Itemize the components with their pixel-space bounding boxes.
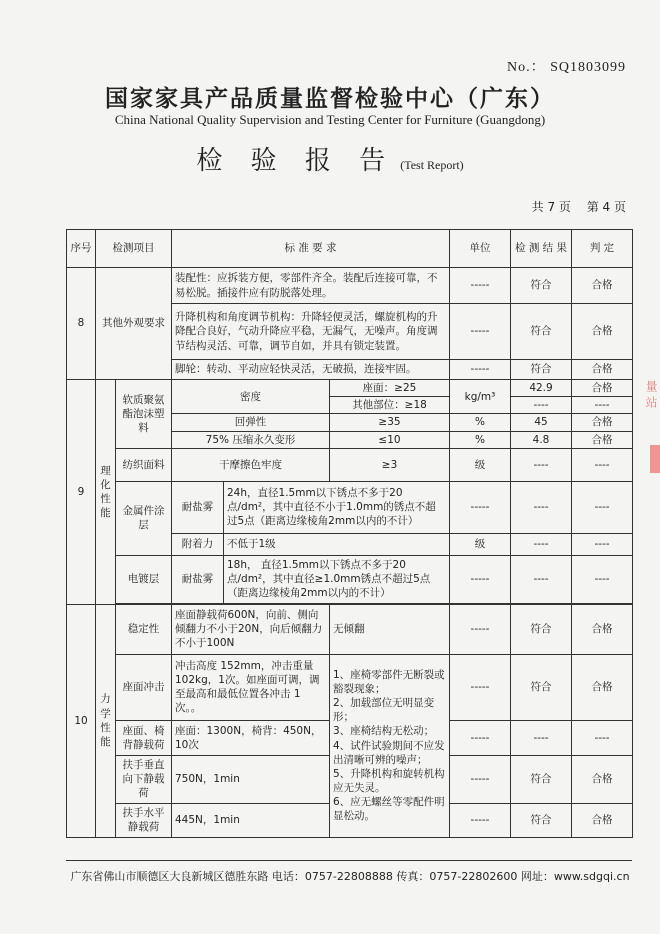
table-row bbox=[67, 268, 633, 304]
plating-result: ---- bbox=[511, 555, 572, 603]
resilience-unit: % bbox=[450, 414, 511, 431]
unit-assembly: ----- bbox=[450, 268, 511, 304]
impact-unit: ----- bbox=[450, 654, 511, 720]
item-other-appearance: 其他外观要求 bbox=[96, 268, 172, 380]
density-other-judge: ---- bbox=[572, 397, 633, 414]
compression-unit: % bbox=[450, 431, 511, 448]
static-load-label: 座面、椅背静载荷 bbox=[116, 720, 172, 755]
adhesion-result: ---- bbox=[511, 533, 572, 555]
stamp-mark bbox=[650, 445, 660, 473]
metal-salt-spray-result: ---- bbox=[511, 481, 572, 533]
foam-label: 软质聚氨酯泡沫塑料 bbox=[116, 380, 172, 449]
judge-lift: 合格 bbox=[572, 304, 633, 360]
density-other-result: ---- bbox=[511, 397, 572, 414]
arm-vertical-req: 750N，1min bbox=[172, 755, 330, 803]
table-row bbox=[67, 555, 633, 603]
req-lift-mechanism: 升降机构和角度调节机构：升降轻便灵活，螺旋机构的升降配合良好，气动升降应平稳，无漏气，无噪声。角度调节结构灵活、可靠，调节自如，并具有锁定装置。 bbox=[172, 304, 450, 360]
rubbing-result: ---- bbox=[511, 448, 572, 481]
report-title bbox=[0, 140, 660, 177]
metal-salt-spray-unit: ----- bbox=[450, 481, 511, 533]
judge-assembly: 合格 bbox=[572, 268, 633, 304]
textile-label: 纺织面料 bbox=[116, 448, 172, 481]
impact-judge: 合格 bbox=[572, 654, 633, 720]
item-physchem: 理化性能 bbox=[96, 380, 116, 605]
plating-unit: ----- bbox=[450, 555, 511, 603]
mechanical-criteria: 1、座椅零部件无断裂或豁裂现象； 2、加载部位无明显变形； 3、座椅结构无松动； 4、试件试验期间不应发出清晰可辨的噪声； 5、升降机构和旋转机构应无失灵。 6、应无螺丝等零配件明显松动。 bbox=[330, 654, 450, 837]
result-casters: 符合 bbox=[511, 360, 572, 380]
adhesion-req: 不低于1级 bbox=[224, 533, 450, 555]
plating-label: 电镀层 bbox=[116, 555, 172, 603]
item-mechanical: 力学性能 bbox=[96, 604, 116, 837]
stability-label: 稳定性 bbox=[116, 604, 172, 654]
footer-contact: 广东省佛山市顺德区大良新城区德胜东路 电话：0757-22808888 传真：0757-22802600 网址：www.sdgqi.cn bbox=[70, 870, 630, 883]
compression-req: ≤10 bbox=[330, 431, 450, 448]
stability-result: 符合 bbox=[511, 604, 572, 654]
compression-result: 4.8 bbox=[511, 431, 572, 448]
impact-result: 符合 bbox=[511, 654, 572, 720]
table-row bbox=[67, 448, 633, 481]
test-results-table bbox=[66, 229, 633, 838]
arm-horizontal-unit: ----- bbox=[450, 803, 511, 837]
page-info bbox=[520, 198, 626, 215]
density-seat-judge: 合格 bbox=[572, 380, 633, 397]
header-result: 检 测 结 果 bbox=[511, 230, 572, 268]
arm-horizontal-req: 445N，1min bbox=[172, 803, 330, 837]
stability-unit: ----- bbox=[450, 604, 511, 654]
table-row bbox=[67, 481, 633, 533]
table-row bbox=[67, 654, 633, 720]
header-seq: 序号 bbox=[67, 230, 96, 268]
rubbing-unit: 级 bbox=[450, 448, 511, 481]
total-pages: 共 7 页 bbox=[531, 200, 571, 214]
arm-vertical-judge: 合格 bbox=[572, 755, 633, 803]
adhesion-label: 附着力 bbox=[172, 533, 224, 555]
header-item: 检测项目 bbox=[96, 230, 172, 268]
metal-salt-spray-label: 耐盐雾 bbox=[172, 481, 224, 533]
arm-vertical-label: 扶手垂直向下静载荷 bbox=[116, 755, 172, 803]
report-title-chinese: 检 验 报 告 bbox=[196, 146, 396, 176]
plating-salt-spray-label: 耐盐雾 bbox=[172, 555, 224, 603]
resilience-label: 回弹性 bbox=[172, 414, 330, 431]
arm-vertical-unit: ----- bbox=[450, 755, 511, 803]
compression-label: 75% 压缩永久变形 bbox=[172, 431, 330, 448]
center-title-chinese: 国家家具产品质量监督检验中心（广东） bbox=[105, 86, 555, 112]
arm-horizontal-result: 符合 bbox=[511, 803, 572, 837]
resilience-req: ≥35 bbox=[330, 414, 450, 431]
static-load-unit: ----- bbox=[450, 720, 511, 755]
arm-vertical-result: 符合 bbox=[511, 755, 572, 803]
density-label: 密度 bbox=[172, 380, 330, 414]
plating-salt-spray-req: 18h， 直径1.5mm以下锈点不多于20点/dm²，其中直径≥1.0mm锈点不超过5点（距离边缘棱角2mm以内的不计） bbox=[224, 555, 450, 603]
seq-9: 9 bbox=[67, 380, 96, 605]
stability-criterion: 无倾翻 bbox=[330, 604, 450, 654]
density-seat-result: 42.9 bbox=[511, 380, 572, 397]
density-other-req: 其他部位：≥18 bbox=[330, 397, 450, 414]
seq-10: 10 bbox=[67, 604, 96, 837]
density-seat-req: 座面：≥25 bbox=[330, 380, 450, 397]
header-unit: 单位 bbox=[450, 230, 511, 268]
static-load-req: 座面：1300N，椅背：450N，10次 bbox=[172, 720, 330, 755]
footer-divider bbox=[66, 860, 632, 861]
table-header-row bbox=[67, 230, 633, 268]
arm-horizontal-judge: 合格 bbox=[572, 803, 633, 837]
center-title-english: China National Quality Supervision and Testing Center for Furniture (Guangdong) bbox=[114, 112, 546, 127]
result-assembly: 符合 bbox=[511, 268, 572, 304]
current-page: 第 4 页 bbox=[586, 200, 626, 214]
header-judgement: 判 定 bbox=[572, 230, 633, 268]
resilience-result: 45 bbox=[511, 414, 572, 431]
table-row bbox=[67, 380, 633, 397]
report-title-english: (Test Report) bbox=[400, 158, 464, 172]
density-unit: kg/m³ bbox=[450, 380, 511, 414]
rubbing-req: ≥3 bbox=[330, 448, 450, 481]
static-load-result: ---- bbox=[511, 720, 572, 755]
rubbing-label: 干摩擦色牢度 bbox=[172, 448, 330, 481]
impact-req: 冲击高度 152mm，冲击重量102kg，1次。如座面可调，调至最高和最低位置各冲击 1次。。 bbox=[172, 654, 330, 720]
stability-judge: 合格 bbox=[572, 604, 633, 654]
metal-coating-label: 金属件涂层 bbox=[116, 481, 172, 555]
table-row bbox=[67, 604, 633, 654]
req-assembly: 装配性：应拆装方便，零部件齐全。装配后连接可靠，不易松脱。插接件应有防脱落处理。 bbox=[172, 268, 450, 304]
req-casters: 脚轮：转动、平动应轻快灵活，无破损，连接牢固。 bbox=[172, 360, 450, 380]
impact-label: 座面冲击 bbox=[116, 654, 172, 720]
seq-8: 8 bbox=[67, 268, 96, 380]
static-load-judge: ---- bbox=[572, 720, 633, 755]
judge-casters: 合格 bbox=[572, 360, 633, 380]
adhesion-judge: ---- bbox=[572, 533, 633, 555]
metal-salt-spray-judge: ---- bbox=[572, 481, 633, 533]
report-number: No.： SQ1803099 bbox=[506, 60, 626, 75]
rubbing-judge: ---- bbox=[572, 448, 633, 481]
official-stamp: 量 站 bbox=[644, 380, 658, 408]
arm-horizontal-label: 扶手水平静载荷 bbox=[116, 803, 172, 837]
header-requirement: 标 准 要 求 bbox=[172, 230, 450, 268]
adhesion-unit: 级 bbox=[450, 533, 511, 555]
metal-salt-spray-req: 24h，直径1.5mm以下锈点不多于20点/dm²，其中直径不小于1.0mm的锈点不超过5点（距离边缘棱角2mm以内的不计） bbox=[224, 481, 450, 533]
result-lift: 符合 bbox=[511, 304, 572, 360]
stability-req: 座面静载荷600N，向前、侧向倾翻力不小于20N，向后倾翻力不小于100N bbox=[172, 604, 330, 654]
compression-judge: 合格 bbox=[572, 431, 633, 448]
unit-lift: ----- bbox=[450, 304, 511, 360]
resilience-judge: 合格 bbox=[572, 414, 633, 431]
plating-judge: ---- bbox=[572, 555, 633, 603]
unit-casters: ----- bbox=[450, 360, 511, 380]
